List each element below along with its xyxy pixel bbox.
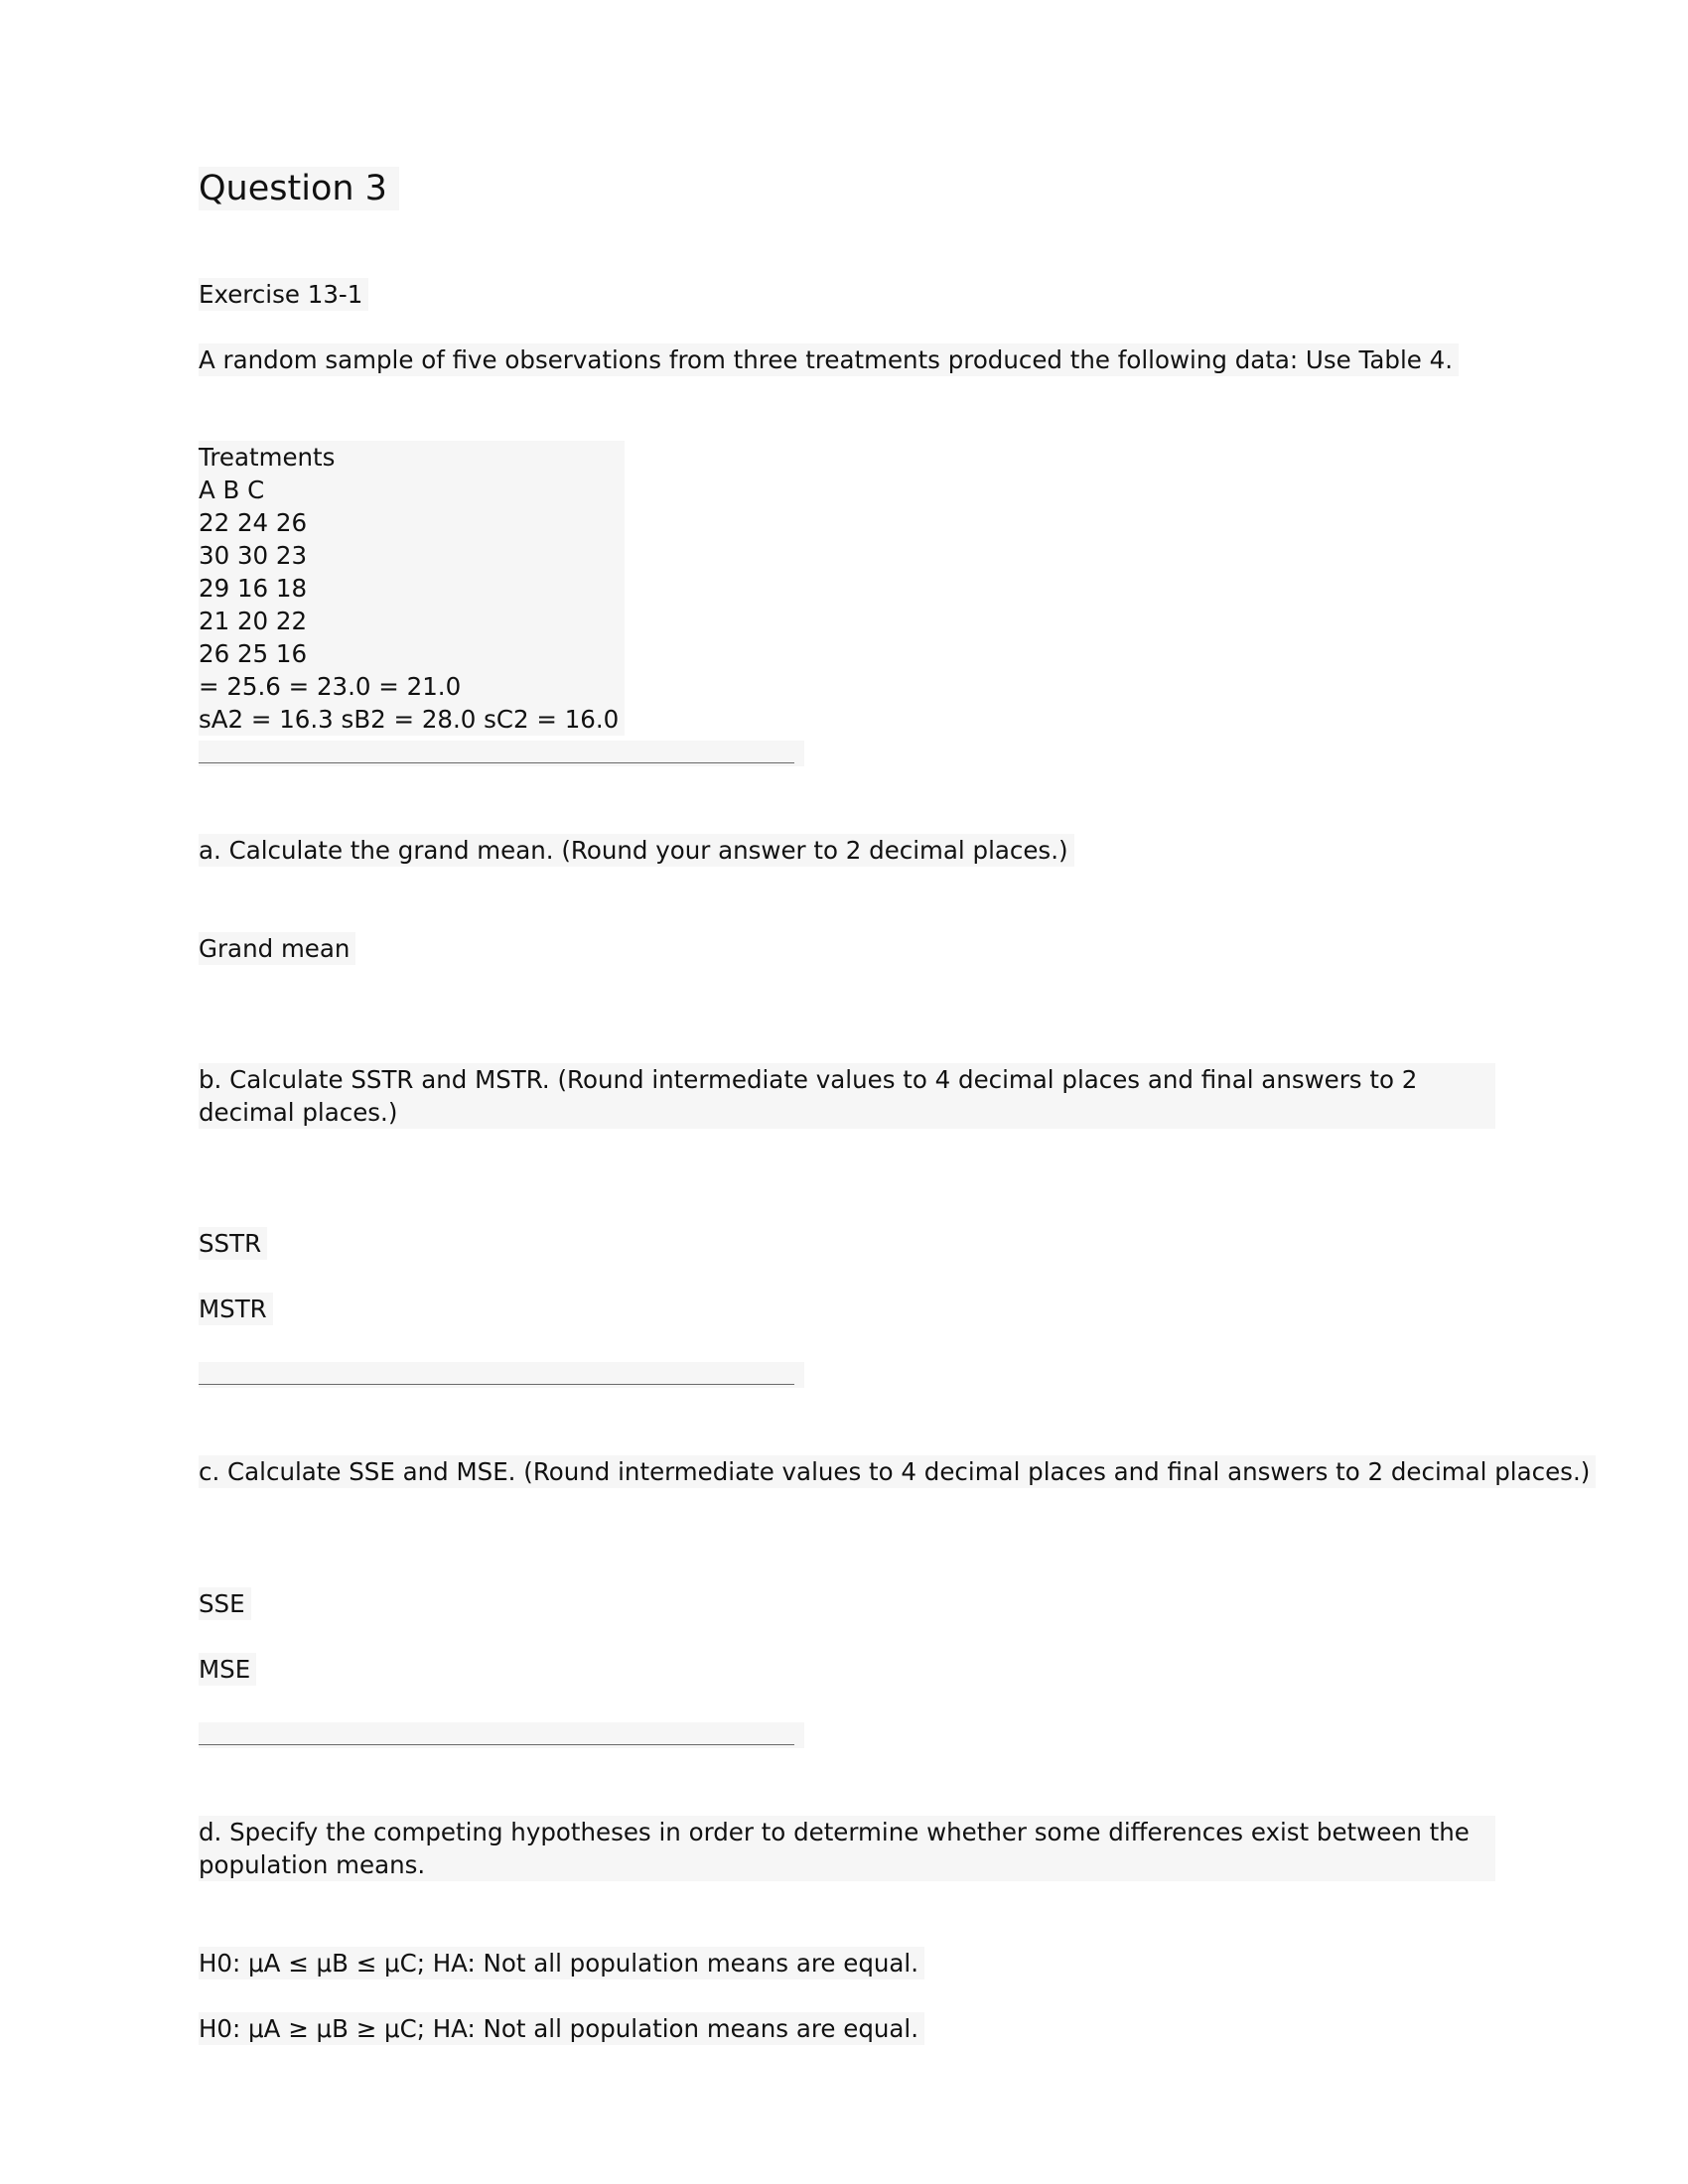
separator-1 (199, 741, 804, 766)
sstr-label: SSTR (199, 1227, 267, 1260)
part-c-prompt: c. Calculate SSE and MSE. (Round intermediate values to 4 decimal places and final answers to 2 decimal places.) (199, 1455, 1596, 1488)
separator-3 (199, 1722, 804, 1748)
variances-line: sA2 = 16.3 sB2 = 28.0 sC2 = 16.0 (199, 705, 620, 734)
data-table (199, 441, 625, 736)
table-caption: Treatments (199, 443, 336, 472)
table-header: A B C (199, 476, 265, 504)
grand-mean-label: Grand mean (199, 932, 355, 965)
part-d-prompt: d. Specify the competing hypotheses in order to determine whether some differences exist between the population means. (199, 1816, 1495, 1881)
sse-label: SSE (199, 1587, 251, 1620)
hypothesis-option-1[interactable]: H0: μA ≤ μB ≤ μC; HA: Not all population means are equal. (199, 1947, 924, 1979)
part-b-prompt: b. Calculate SSTR and MSTR. (Round intermediate values to 4 decimal places and final answers to 2 decimal places.) (199, 1063, 1495, 1129)
table-row: 30 30 23 (199, 541, 308, 570)
part-a-prompt: a. Calculate the grand mean. (Round your answer to 2 decimal places.) (199, 834, 1074, 867)
question-title: Question 3 (199, 167, 399, 210)
table-row: 26 25 16 (199, 639, 308, 668)
mse-label: MSE (199, 1653, 256, 1686)
intro-text: A random sample of five observations from three treatments produced the following data: Use Table 4. (199, 343, 1459, 376)
table-row: 22 24 26 (199, 508, 308, 537)
table-row: 21 20 22 (199, 607, 308, 635)
table-row: 29 16 18 (199, 574, 308, 603)
exercise-label: Exercise 13-1 (199, 278, 368, 311)
mstr-label: MSTR (199, 1293, 273, 1325)
means-line: = 25.6 = 23.0 = 21.0 (199, 672, 462, 701)
hypothesis-option-2[interactable]: H0: μA ≥ μB ≥ μC; HA: Not all population means are equal. (199, 2012, 924, 2045)
separator-2 (199, 1362, 804, 1388)
